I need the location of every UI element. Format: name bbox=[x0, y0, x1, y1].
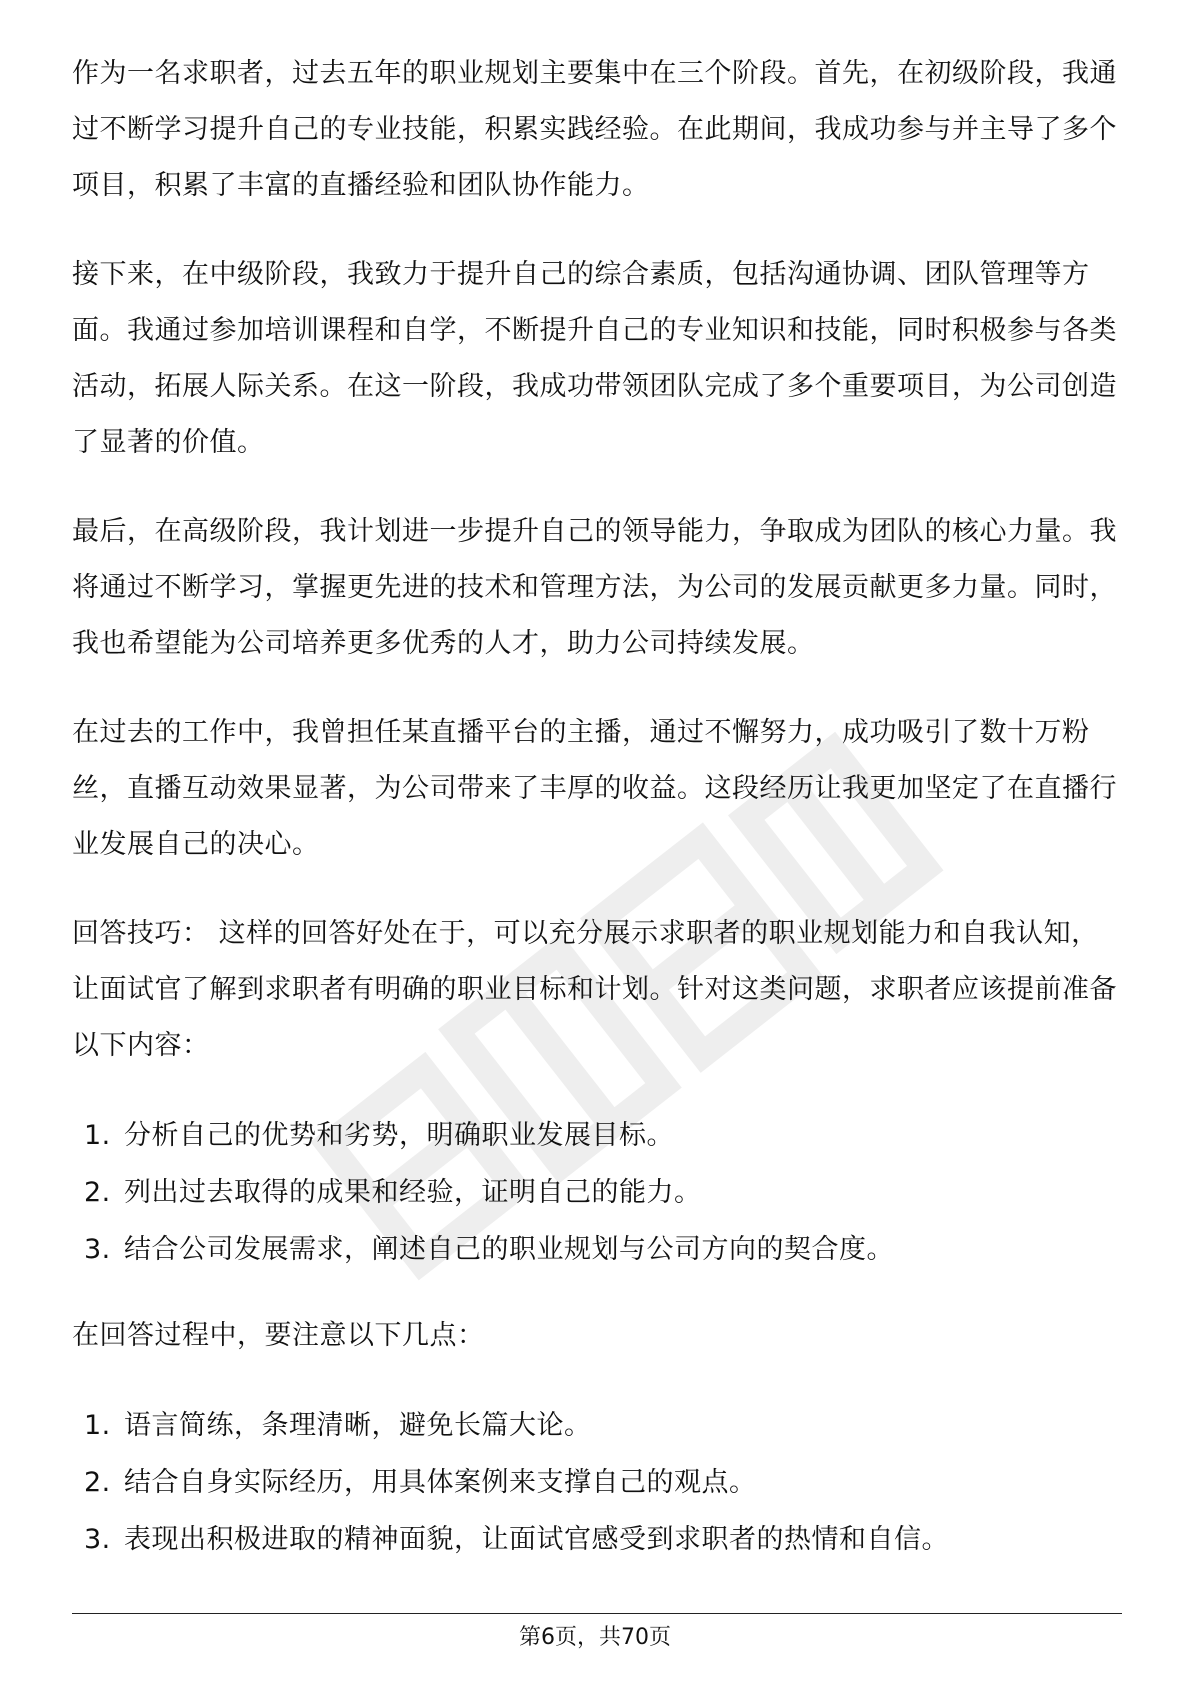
list-item bbox=[72, 1221, 1122, 1278]
list-text: 语言简练，条理清晰，避免长篇大论。 bbox=[124, 1410, 592, 1441]
list-item bbox=[72, 1164, 1122, 1221]
list-number: 3. bbox=[84, 1524, 111, 1555]
footer-divider bbox=[72, 1613, 1122, 1614]
document-body bbox=[72, 46, 1122, 1598]
list-item bbox=[72, 1107, 1122, 1164]
list-number: 3. bbox=[84, 1234, 111, 1265]
list-item bbox=[72, 1454, 1122, 1511]
notes-list bbox=[72, 1397, 1122, 1568]
paragraph-senior-stage: 最后，在高级阶段，我计划进一步提升自己的领导能力，争取成为团队的核心力量。我将通过不断学习，掌握更先进的技术和管理方法，为公司的发展贡献更多力量。同时，我也希望能为公司培养更多优秀的人才，助力公司持续发展。 bbox=[72, 516, 1117, 659]
list-number: 1. bbox=[84, 1410, 111, 1441]
list-number: 1. bbox=[84, 1120, 111, 1151]
list-number: 2. bbox=[84, 1177, 111, 1208]
paragraph-answer-tips: 回答技巧： 这样的回答好处在于，可以充分展示求职者的职业规划能力和自我认知，让面试官了解到求职者有明确的职业目标和计划。针对这类问题，求职者应该提前准备以下内容： bbox=[72, 918, 1117, 1061]
paragraph-early-stage: 作为一名求职者，过去五年的职业规划主要集中在三个阶段。首先，在初级阶段，我通过不断学习提升自己的专业技能，积累实践经验。在此期间，我成功参与并主导了多个项目，积累了丰富的直播经验和团队协作能力。 bbox=[72, 58, 1117, 201]
page-number: 第6页，共70页 bbox=[519, 1625, 671, 1650]
list-text: 表现出积极进取的精神面貌，让面试官感受到求职者的热情和自信。 bbox=[124, 1524, 949, 1555]
list-text: 结合自身实际经历，用具体案例来支撑自己的观点。 bbox=[124, 1467, 757, 1498]
paragraph-experience: 在过去的工作中，我曾担任某直播平台的主播，通过不懈努力，成功吸引了数十万粉丝，直播互动效果显著，为公司带来了丰厚的收益。这段经历让我更加坚定了在直播行业发展自己的决心。 bbox=[72, 717, 1117, 860]
list-item bbox=[72, 1511, 1122, 1568]
list-text: 分析自己的优势和劣势，明确职业发展目标。 bbox=[124, 1120, 674, 1151]
prepare-list bbox=[72, 1107, 1122, 1278]
paragraph-notes-intro: 在回答过程中，要注意以下几点： bbox=[72, 1320, 485, 1351]
list-text: 结合公司发展需求，阐述自己的职业规划与公司方向的契合度。 bbox=[124, 1234, 894, 1265]
list-text: 列出过去取得的成果和经验，证明自己的能力。 bbox=[124, 1177, 702, 1208]
paragraph-middle-stage: 接下来，在中级阶段，我致力于提升自己的综合素质，包括沟通协调、团队管理等方面。我通过参加培训课程和自学，不断提升自己的专业知识和技能，同时积极参与各类活动，拓展人际关系。在这一阶段，我成功带领团队完成了多个重要项目，为公司创造了显著的价值。 bbox=[72, 259, 1117, 458]
list-number: 2. bbox=[84, 1467, 111, 1498]
list-item bbox=[72, 1397, 1122, 1454]
